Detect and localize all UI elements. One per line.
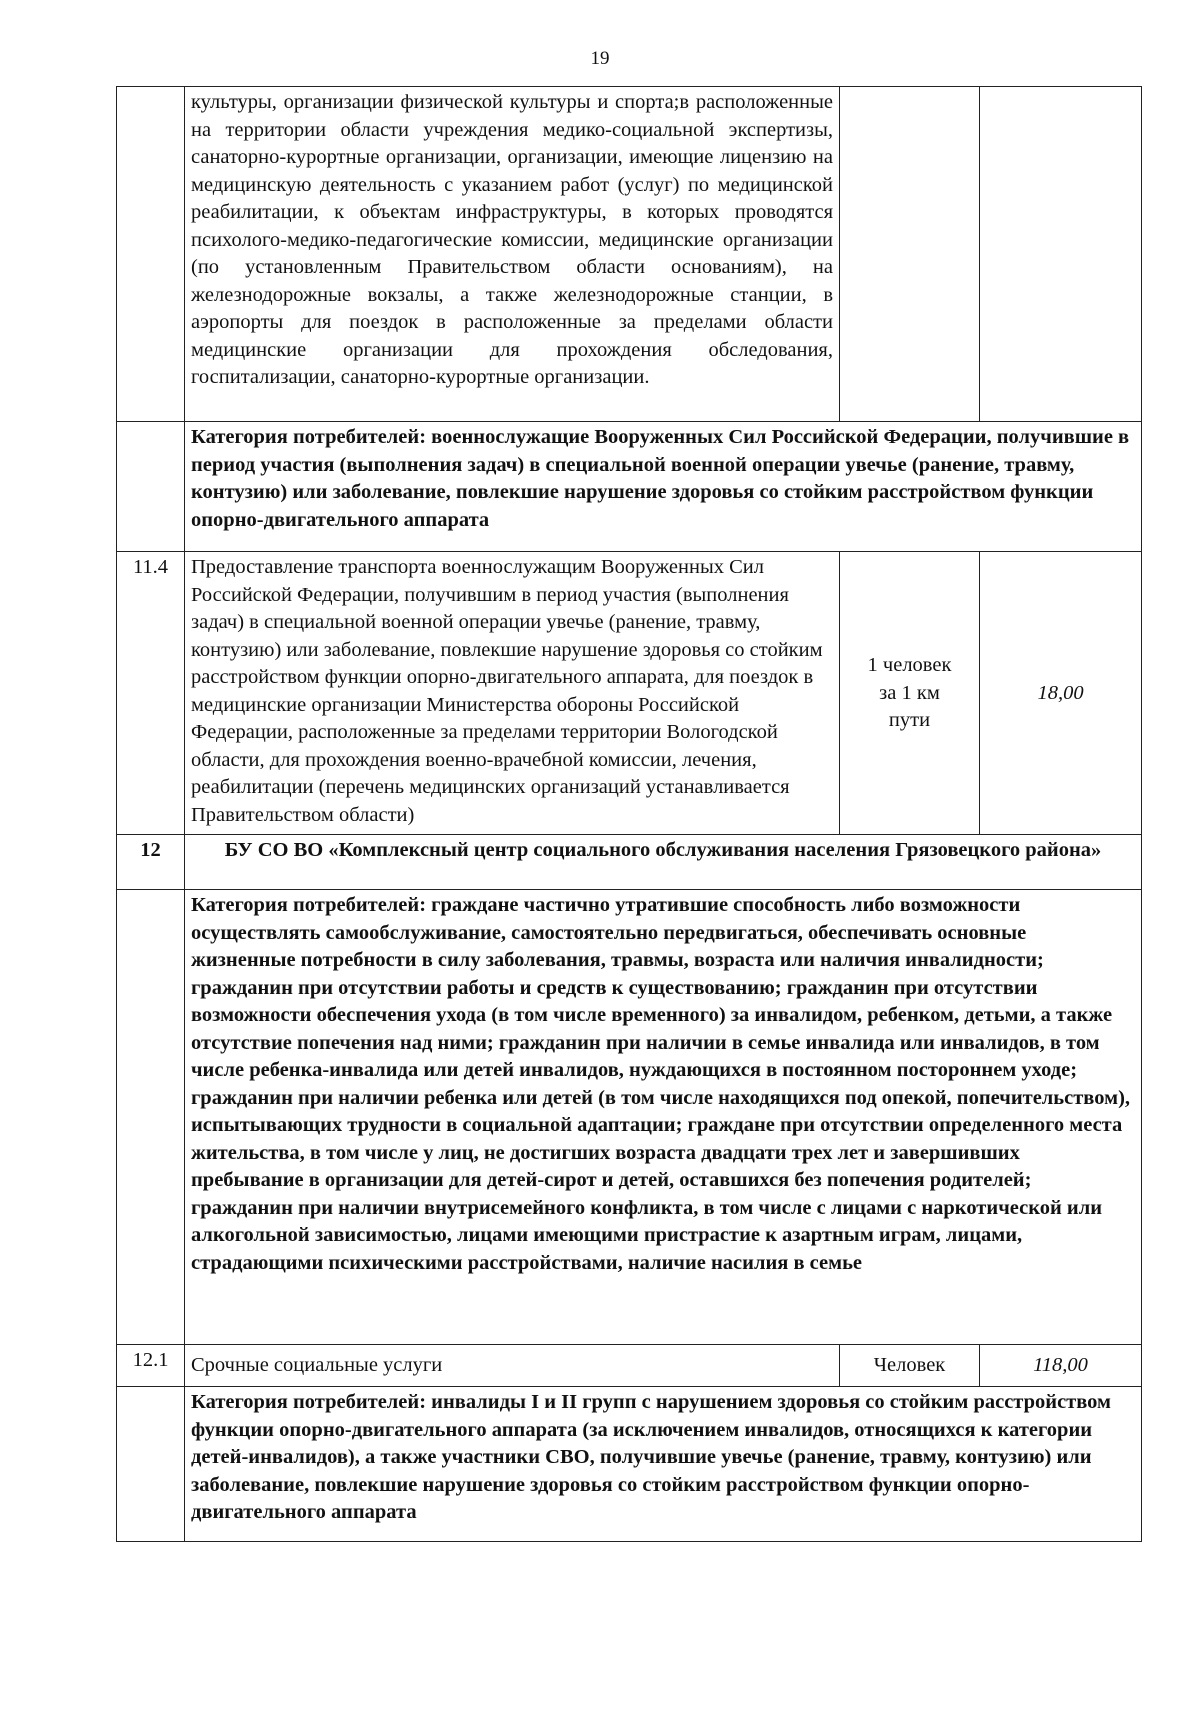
service-description-cell: Предоставление транспорта военнослужащим Вооруженных Сил Российской Федерации, получившим в период участия (выполнения задач) в специальной военной операции увечье (ранение, травму, контузию) или заболевание, повлекшие нарушение здоровья со стойким расстройством функции опорно-двигательного аппарата, для поездок в медицинские организации Министерства обороны Российской Федерации, расположенные за пределами территории Вологодской области, для прохождения военно-врачебной комиссии, лечения, реабилитации (перечень медицинских организаций устанавливается Правительством области) [185, 552, 840, 835]
page-number: 19 [590, 48, 610, 69]
service-description-cell: Срочные социальные услуги [185, 1345, 840, 1387]
category-row [117, 1387, 1142, 1542]
row-number-cell [117, 422, 185, 552]
price-cell [980, 87, 1142, 422]
price-cell: 18,00 [980, 552, 1142, 835]
service-description-cell: культуры, организации физической культуры и спорта;в расположенные на территории области учреждения медико-социальной экспертизы, санаторно-курортные организации, организации, имеющие лицензию на медицинскую деятельность с указанием работ (услуг) по медицинской реабилитации, к объектам инфраструктуры, в которых проводятся психолого-медико-педагогические комиссии, медицинские организации (по установленным Правительством области основаниям), на железнодорожные вокзалы, а также железнодорожные станции, в аэропорты для поездок в расположенные за пределами области медицинские организации для прохождения обследования, госпитализации, санаторно-курортные организации. [185, 87, 840, 422]
consumer-category-text: Категория потребителей: военнослужащие Вооруженных Сил Российской Федерации, получившие в период участия (выполнения задач) в специальной военной операции увечье (ранение, травму, контузию) или заболевание, повлекшие нарушение здоровья со стойким расстройством функции опорно-двигательного аппарата [185, 422, 1142, 552]
tariff-table [116, 86, 1142, 1542]
table-row [117, 1345, 1142, 1387]
row-number-cell [117, 890, 185, 1345]
row-number-cell: 12 [117, 835, 185, 890]
table-row [117, 552, 1142, 835]
table-row [117, 87, 1142, 422]
row-number-cell: 11.4 [117, 552, 185, 835]
consumer-category-text: Категория потребителей: инвалиды I и II групп с нарушением здоровья со стойким расстройством функции опорно-двигательного аппарата (за исключением инвалидов, относящихся к категории детей-инвалидов), а также участники СВО, получившие увечье (ранение, травму, контузию) или заболевание, повлекшие нарушение здоровья со стойким расстройством функции опорно-двигательного аппарата [185, 1387, 1142, 1542]
unit-line: за 1 км [879, 681, 940, 704]
organization-row [117, 835, 1142, 890]
unit-cell: Человек [840, 1345, 980, 1387]
organization-name: БУ СО ВО «Комплексный центр социального обслуживания населения Грязовецкого района» [185, 835, 1142, 890]
category-row [117, 890, 1142, 1345]
unit-line: пути [888, 709, 931, 732]
row-number-cell [117, 87, 185, 422]
unit-cell [840, 87, 980, 422]
category-row [117, 422, 1142, 552]
row-number-cell: 12.1 [117, 1345, 185, 1387]
unit-cell [840, 552, 980, 835]
price-cell: 118,00 [980, 1345, 1142, 1387]
consumer-category-text: Категория потребителей: граждане частично утратившие способность либо возможности осуществлять самообслуживание, самостоятельно передвигаться, обеспечивать основные жизненные потребности в силу заболевания, травмы, возраста или наличия инвалидности; гражданин при отсутствии работы и средств к существованию; гражданин при отсутствии возможности обеспечения ухода (в том числе временного) за инвалидом, ребенком, детьми, а также отсутствие попечения над ними; гражданин при наличии в семье инвалида или инвалидов, в том числе ребенка-инвалида или детей инвалидов, нуждающихся в постоянном постороннем уходе; гражданин при наличии ребенка или детей (в том числе находящихся под опекой, попечительством), испытывающих трудности в социальной адаптации; граждане при отсутствии определенного места жительства, в том числе у лиц, не достигших возраста двадцати трех лет и завершивших пребывание в организации для детей-сирот и детей, оставшихся без попечения родителей; гражданин при наличии внутрисемейного конфликта, в том числе с лицами с наркотической или алкогольной зависимостью, лицами имеющими пристрастие к азартным играм, лицами, страдающими психическими расстройствами, наличие насилия в семье [185, 890, 1142, 1345]
unit-line: 1 человек [867, 654, 952, 677]
row-number-cell [117, 1387, 185, 1542]
